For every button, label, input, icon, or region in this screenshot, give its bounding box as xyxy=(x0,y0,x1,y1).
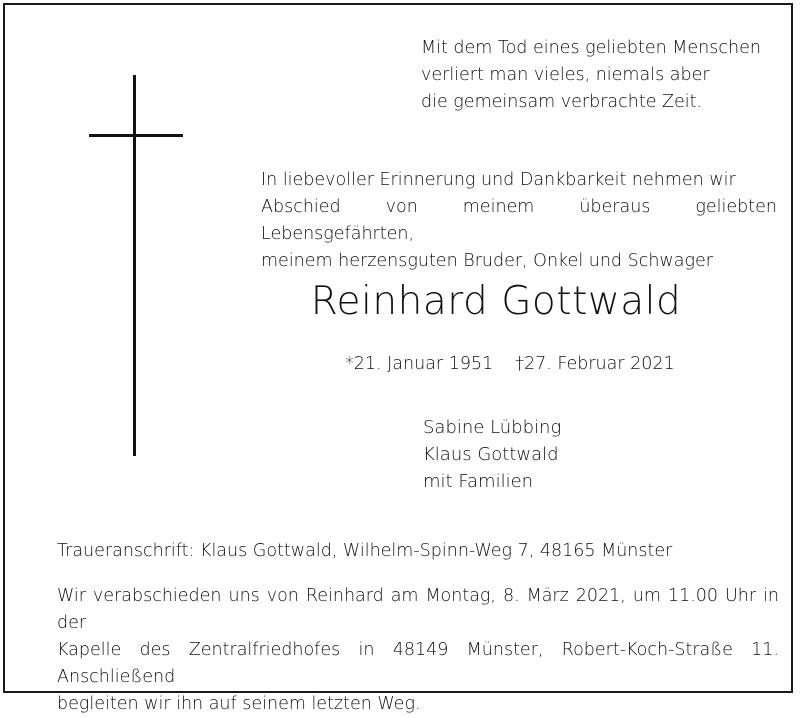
death-date: †27. Februar 2021 xyxy=(515,354,675,374)
deceased-name: Reinhard Gottwald xyxy=(310,279,682,324)
intro-line: In liebevoller Erinnerung und Dankbarkeit nehmen wir xyxy=(261,170,736,190)
motto-quote xyxy=(421,35,761,116)
mourner-name: Sabine Lübbing xyxy=(423,417,562,438)
motto-line: verliert man vieles, niemals aber xyxy=(421,65,710,85)
birth-date: *21. Januar 1951 xyxy=(345,354,494,374)
service-line: Wir verabschieden uns von Reinhard am Montag, 8. März 2021, um 11.00 Uhr in der xyxy=(57,586,779,633)
intro-line: Abschied von meinem überaus geliebten Lebensgefährten, xyxy=(261,197,777,244)
intro-line: meinem herzensguten Bruder, Onkel und Schwager xyxy=(261,251,713,271)
motto-line: Mit dem Tod eines geliebten Menschen xyxy=(421,38,761,58)
cross-vertical-bar xyxy=(133,75,136,456)
mourner-name: mit Familien xyxy=(423,471,534,492)
mourning-address: Traueranschrift: Klaus Gottwald, Wilhelm-Spinn-Weg 7, 48165 Münster xyxy=(57,541,673,561)
intro-text xyxy=(261,167,777,275)
obituary-notice xyxy=(3,3,793,714)
service-line: begleiten wir ihn auf seinem letzten Weg. xyxy=(57,694,421,714)
motto-line: die gemeinsam verbrachte Zeit. xyxy=(421,92,703,112)
mourner-name: Klaus Gottwald xyxy=(423,444,559,465)
life-dates xyxy=(345,354,675,374)
cross-horizontal-bar xyxy=(89,134,183,137)
mourners-list xyxy=(423,414,561,495)
service-line: Kapelle des Zentralfriedhofes in 48149 Münster, Robert-Koch-Straße 11. Anschließend xyxy=(57,640,779,687)
